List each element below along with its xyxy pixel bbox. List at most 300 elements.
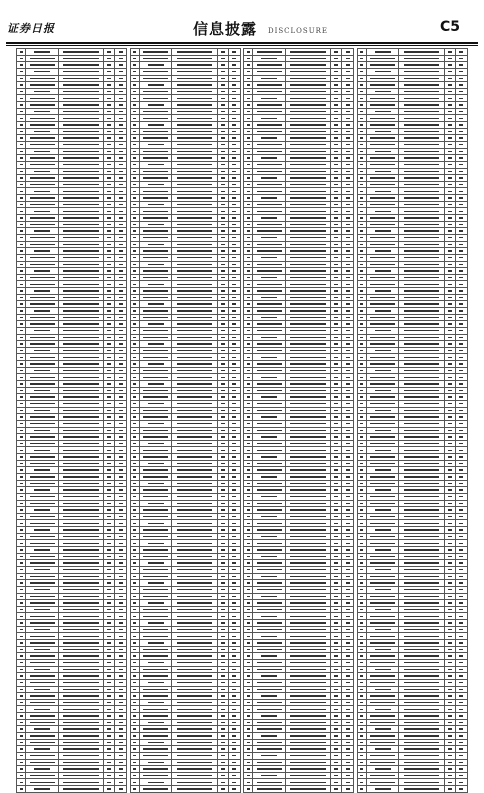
- table-cell: [244, 752, 253, 759]
- text-density-mark: [448, 476, 452, 477]
- table-cell: [217, 772, 228, 779]
- table-cell: [399, 520, 444, 527]
- text-density-mark: [221, 748, 225, 749]
- text-density-mark: [459, 237, 463, 238]
- text-density-mark: [107, 682, 111, 683]
- table-cell: [58, 274, 103, 281]
- text-density-mark: [257, 290, 282, 291]
- table-cell: [139, 268, 172, 275]
- text-density-mark: [370, 303, 395, 304]
- table-cell: [228, 739, 240, 746]
- text-density-mark: [119, 755, 123, 756]
- text-density-mark: [334, 204, 338, 205]
- table-cell: [366, 281, 399, 288]
- table-cell: [130, 314, 139, 321]
- table-cell: [130, 234, 139, 241]
- table-cell: [444, 467, 455, 474]
- text-density-mark: [448, 622, 452, 623]
- text-density-mark: [448, 649, 452, 650]
- text-density-mark: [404, 529, 439, 530]
- table-cell: [244, 613, 253, 620]
- text-density-mark: [459, 370, 463, 371]
- text-density-mark: [360, 224, 363, 225]
- table-cell: [366, 241, 399, 248]
- text-density-mark: [133, 436, 136, 437]
- text-density-mark: [370, 144, 395, 145]
- table-cell: [331, 533, 342, 540]
- text-density-mark: [221, 363, 225, 364]
- text-density-mark: [119, 317, 123, 318]
- table-cell: [130, 447, 139, 454]
- table-cell: [285, 427, 330, 434]
- text-density-mark: [63, 157, 98, 158]
- table-cell: [172, 427, 217, 434]
- text-density-mark: [360, 151, 363, 152]
- text-density-mark: [459, 217, 463, 218]
- text-density-mark: [290, 197, 325, 198]
- table-cell: [366, 586, 399, 593]
- table-row: [357, 513, 467, 520]
- text-density-mark: [148, 224, 164, 225]
- table-row: [244, 693, 354, 700]
- text-density-mark: [20, 91, 23, 92]
- text-density-mark: [459, 549, 463, 550]
- table-cell: [217, 766, 228, 773]
- table-cell: [130, 221, 139, 228]
- table-cell: [244, 533, 253, 540]
- table-cell: [253, 540, 286, 547]
- text-density-mark: [346, 337, 350, 338]
- table-cell: [357, 88, 366, 95]
- text-density-mark: [30, 64, 55, 65]
- table-cell: [444, 606, 455, 613]
- table-cell: [399, 68, 444, 75]
- text-density-mark: [360, 310, 363, 311]
- table-cell: [26, 434, 59, 441]
- text-density-mark: [177, 290, 212, 291]
- text-density-mark: [221, 423, 225, 424]
- text-density-mark: [360, 350, 363, 351]
- table-cell: [104, 400, 115, 407]
- text-density-mark: [448, 543, 452, 544]
- text-density-mark: [290, 742, 325, 743]
- text-density-mark: [148, 543, 164, 544]
- table-cell: [17, 241, 26, 248]
- text-density-mark: [257, 323, 282, 324]
- text-density-mark: [247, 250, 250, 251]
- table-cell: [342, 314, 354, 321]
- table-cell: [331, 234, 342, 241]
- text-density-mark: [232, 728, 236, 729]
- table-cell: [357, 361, 366, 368]
- table-cell: [455, 367, 467, 374]
- table-cell: [217, 513, 228, 520]
- table-cell: [342, 181, 354, 188]
- text-density-mark: [290, 642, 325, 643]
- table-cell: [139, 400, 172, 407]
- text-density-mark: [247, 536, 250, 537]
- text-density-mark: [404, 177, 439, 178]
- table-cell: [399, 394, 444, 401]
- text-density-mark: [448, 496, 452, 497]
- table-cell: [253, 82, 286, 89]
- table-cell: [399, 772, 444, 779]
- text-density-mark: [221, 51, 225, 52]
- text-density-mark: [107, 184, 111, 185]
- text-density-mark: [63, 84, 98, 85]
- text-density-mark: [360, 317, 363, 318]
- table-row: [130, 195, 240, 202]
- text-density-mark: [119, 416, 123, 417]
- table-cell: [228, 234, 240, 241]
- text-density-mark: [290, 317, 325, 318]
- table-cell: [455, 460, 467, 467]
- text-density-mark: [143, 377, 168, 378]
- text-density-mark: [20, 430, 23, 431]
- table-cell: [399, 500, 444, 507]
- table-cell: [17, 367, 26, 374]
- table-cell: [455, 713, 467, 720]
- text-density-mark: [448, 410, 452, 411]
- table-cell: [115, 135, 127, 142]
- table-row: [130, 221, 240, 228]
- table-row: [17, 739, 127, 746]
- table-cell: [444, 301, 455, 308]
- text-density-mark: [232, 124, 236, 125]
- table-cell: [444, 527, 455, 534]
- table-cell: [285, 381, 330, 388]
- text-density-mark: [148, 184, 164, 185]
- table-cell: [115, 540, 127, 547]
- table-cell: [17, 527, 26, 534]
- table-cell: [26, 122, 59, 129]
- text-density-mark: [148, 722, 164, 723]
- table-cell: [17, 613, 26, 620]
- table-cell: [253, 500, 286, 507]
- table-cell: [130, 148, 139, 155]
- text-density-mark: [404, 636, 439, 637]
- table-row: [130, 108, 240, 115]
- table-cell: [366, 779, 399, 786]
- text-density-mark: [448, 171, 452, 172]
- text-density-mark: [404, 755, 439, 756]
- text-density-mark: [448, 164, 452, 165]
- table-cell: [104, 261, 115, 268]
- text-density-mark: [148, 144, 164, 145]
- table-cell: [17, 234, 26, 241]
- text-density-mark: [404, 377, 439, 378]
- table-cell: [331, 307, 342, 314]
- table-cell: [217, 580, 228, 587]
- text-density-mark: [34, 390, 50, 391]
- table-row: [17, 95, 127, 102]
- table-cell: [366, 221, 399, 228]
- table-cell: [228, 566, 240, 573]
- text-density-mark: [334, 463, 338, 464]
- text-density-mark: [346, 709, 350, 710]
- text-density-mark: [334, 443, 338, 444]
- text-density-mark: [360, 715, 363, 716]
- text-density-mark: [404, 137, 439, 138]
- text-density-mark: [221, 728, 225, 729]
- text-density-mark: [30, 695, 55, 696]
- table-cell: [342, 513, 354, 520]
- table-cell: [244, 168, 253, 175]
- text-density-mark: [119, 310, 123, 311]
- table-cell: [331, 507, 342, 514]
- text-density-mark: [221, 629, 225, 630]
- table-cell: [139, 49, 172, 56]
- text-density-mark: [334, 430, 338, 431]
- table-cell: [399, 613, 444, 620]
- text-density-mark: [133, 589, 136, 590]
- text-density-mark: [63, 702, 98, 703]
- table-cell: [228, 321, 240, 328]
- table-row: [17, 201, 127, 208]
- table-cell: [26, 540, 59, 547]
- text-density-mark: [459, 164, 463, 165]
- text-density-mark: [177, 762, 212, 763]
- text-density-mark: [448, 655, 452, 656]
- table-cell: [444, 268, 455, 275]
- table-cell: [331, 195, 342, 202]
- table-cell: [17, 248, 26, 255]
- table-cell: [217, 699, 228, 706]
- table-cell: [172, 188, 217, 195]
- table-cell: [139, 766, 172, 773]
- table-cell: [253, 653, 286, 660]
- text-density-mark: [334, 450, 338, 451]
- text-density-mark: [459, 244, 463, 245]
- text-density-mark: [247, 350, 250, 351]
- text-density-mark: [334, 722, 338, 723]
- text-density-mark: [63, 709, 98, 710]
- table-cell: [104, 613, 115, 620]
- table-cell: [217, 234, 228, 241]
- text-density-mark: [119, 702, 123, 703]
- text-density-mark: [247, 98, 250, 99]
- text-density-mark: [63, 230, 98, 231]
- text-density-mark: [107, 277, 111, 278]
- text-density-mark: [459, 403, 463, 404]
- table-cell: [228, 527, 240, 534]
- text-density-mark: [360, 622, 363, 623]
- text-density-mark: [370, 237, 395, 238]
- text-density-mark: [20, 642, 23, 643]
- text-density-mark: [370, 622, 395, 623]
- text-density-mark: [133, 523, 136, 524]
- table-cell: [366, 314, 399, 321]
- table-cell: [130, 566, 139, 573]
- table-cell: [444, 88, 455, 95]
- text-density-mark: [133, 330, 136, 331]
- table-cell: [217, 732, 228, 739]
- table-cell: [444, 407, 455, 414]
- table-cell: [58, 75, 103, 82]
- table-cell: [217, 135, 228, 142]
- table-row: [357, 367, 467, 374]
- table-row: [244, 141, 354, 148]
- text-density-mark: [177, 217, 212, 218]
- table-cell: [455, 221, 467, 228]
- text-density-mark: [107, 742, 111, 743]
- text-density-mark: [247, 211, 250, 212]
- table-cell: [444, 155, 455, 162]
- table-cell: [172, 600, 217, 607]
- text-density-mark: [346, 410, 350, 411]
- table-cell: [130, 666, 139, 673]
- table-cell: [331, 593, 342, 600]
- table-row: [357, 195, 467, 202]
- text-density-mark: [119, 596, 123, 597]
- table-cell: [26, 68, 59, 75]
- text-density-mark: [346, 330, 350, 331]
- table-cell: [285, 62, 330, 69]
- table-cell: [139, 427, 172, 434]
- text-density-mark: [247, 589, 250, 590]
- text-density-mark: [143, 430, 168, 431]
- table-cell: [228, 354, 240, 361]
- table-cell: [253, 201, 286, 208]
- table-cell: [139, 261, 172, 268]
- text-density-mark: [370, 104, 395, 105]
- text-density-mark: [290, 662, 325, 663]
- table-cell: [285, 288, 330, 295]
- table-row: [357, 234, 467, 241]
- text-density-mark: [63, 171, 98, 172]
- table-cell: [366, 155, 399, 162]
- table-cell: [244, 95, 253, 102]
- table-cell: [399, 633, 444, 640]
- table-cell: [399, 400, 444, 407]
- table-cell: [455, 55, 467, 62]
- table-cell: [139, 307, 172, 314]
- table-cell: [228, 732, 240, 739]
- table-cell: [26, 407, 59, 414]
- text-density-mark: [232, 722, 236, 723]
- text-density-mark: [119, 396, 123, 397]
- text-density-mark: [290, 430, 325, 431]
- table-cell: [331, 732, 342, 739]
- table-cell: [104, 732, 115, 739]
- table-cell: [104, 600, 115, 607]
- text-density-mark: [221, 768, 225, 769]
- table-cell: [331, 347, 342, 354]
- text-density-mark: [346, 755, 350, 756]
- text-density-mark: [177, 98, 212, 99]
- text-density-mark: [63, 177, 98, 178]
- table-cell: [285, 527, 330, 534]
- text-density-mark: [290, 396, 325, 397]
- table-row: [357, 307, 467, 314]
- text-density-mark: [290, 164, 325, 165]
- table-row: [244, 82, 354, 89]
- text-density-mark: [247, 303, 250, 304]
- table-cell: [228, 88, 240, 95]
- table-row: [244, 208, 354, 215]
- text-density-mark: [448, 217, 452, 218]
- table-row: [17, 394, 127, 401]
- text-density-mark: [360, 131, 363, 132]
- table-cell: [253, 606, 286, 613]
- text-density-mark: [360, 476, 363, 477]
- table-cell: [172, 234, 217, 241]
- text-density-mark: [290, 523, 325, 524]
- table-cell: [139, 726, 172, 733]
- table-cell: [115, 62, 127, 69]
- text-density-mark: [221, 523, 225, 524]
- text-density-mark: [346, 602, 350, 603]
- table-cell: [115, 766, 127, 773]
- text-density-mark: [133, 184, 136, 185]
- text-density-mark: [232, 330, 236, 331]
- text-density-mark: [375, 529, 391, 530]
- text-density-mark: [448, 396, 452, 397]
- section-title: 信息披露: [193, 20, 258, 38]
- table-cell: [217, 533, 228, 540]
- table-cell: [357, 49, 366, 56]
- table-cell: [130, 713, 139, 720]
- text-density-mark: [459, 423, 463, 424]
- table-cell: [253, 759, 286, 766]
- text-density-mark: [133, 297, 136, 298]
- table-cell: [115, 314, 127, 321]
- text-density-mark: [290, 748, 325, 749]
- table-cell: [104, 148, 115, 155]
- table-cell: [172, 713, 217, 720]
- text-density-mark: [290, 310, 325, 311]
- table-cell: [104, 367, 115, 374]
- table-cell: [444, 75, 455, 82]
- table-cell: [285, 553, 330, 560]
- text-density-mark: [334, 403, 338, 404]
- text-density-mark: [247, 642, 250, 643]
- text-density-mark: [448, 456, 452, 457]
- text-density-mark: [34, 211, 50, 212]
- table-row: [357, 560, 467, 567]
- table-row: [130, 95, 240, 102]
- table-cell: [357, 527, 366, 534]
- text-density-mark: [459, 636, 463, 637]
- text-density-mark: [448, 204, 452, 205]
- table-row: [244, 732, 354, 739]
- table-cell: [357, 746, 366, 753]
- text-density-mark: [107, 602, 111, 603]
- table-cell: [58, 175, 103, 182]
- text-density-mark: [107, 118, 111, 119]
- text-density-mark: [370, 642, 395, 643]
- text-density-mark: [232, 164, 236, 165]
- table-cell: [58, 566, 103, 573]
- table-cell: [342, 135, 354, 142]
- table-cell: [139, 600, 172, 607]
- text-density-mark: [459, 675, 463, 676]
- table-cell: [172, 301, 217, 308]
- text-density-mark: [221, 709, 225, 710]
- text-density-mark: [261, 655, 277, 656]
- text-density-mark: [346, 430, 350, 431]
- table-cell: [172, 221, 217, 228]
- table-cell: [342, 447, 354, 454]
- table-cell: [139, 493, 172, 500]
- text-density-mark: [232, 768, 236, 769]
- text-density-mark: [247, 669, 250, 670]
- table-cell: [26, 460, 59, 467]
- table-cell: [342, 188, 354, 195]
- table-cell: [357, 374, 366, 381]
- text-density-mark: [404, 64, 439, 65]
- text-density-mark: [247, 596, 250, 597]
